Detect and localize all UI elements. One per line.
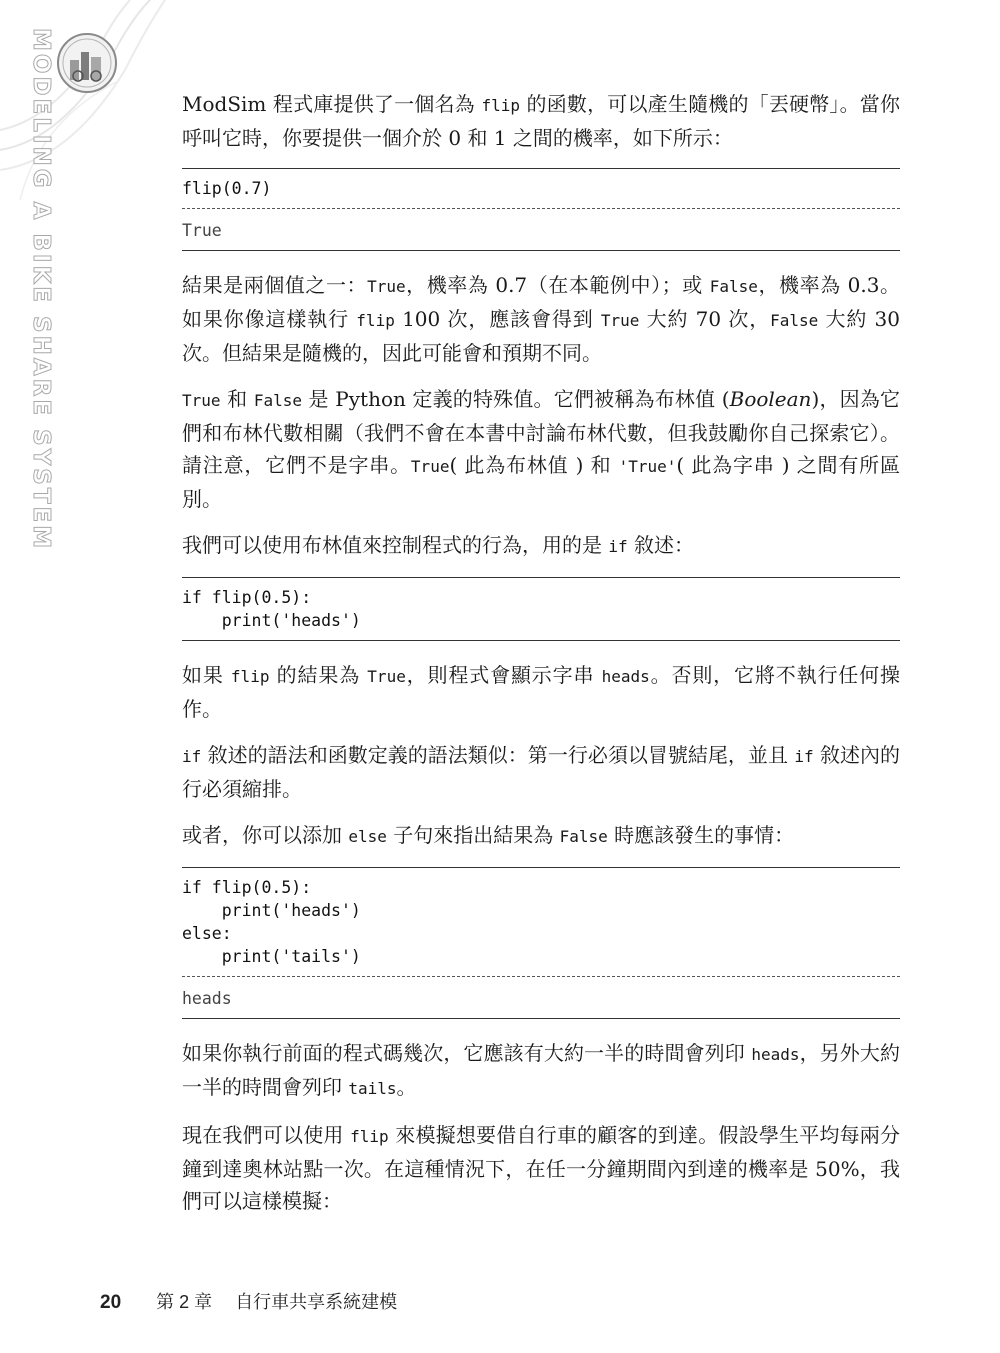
text-run: 敘述的語法和函數定義的語法類似：第一行必須以冒號結尾，並且 [201,743,795,767]
text-run: 大約 70 次， [639,307,771,331]
inline-code: tails [348,1079,397,1098]
text-run: 來模擬想要借自行車的顧客的到達。假設學生平均每兩分鐘到達奧林站點一次。在這種情況下，在任一分鐘期間內到達的機率是 50%，我們可以這樣模擬： [182,1123,901,1213]
text-run: 大約 30 次。但結果是隨機的，因此可能會和預期不同。 [182,307,901,365]
inline-code: True [600,311,640,330]
paragraph [182,659,900,725]
inline-code: True [410,457,450,476]
code-output: True [182,208,900,250]
code-block [182,577,900,641]
inline-code: heads [751,1045,800,1064]
inline-code: if [608,537,628,556]
paragraph [182,819,900,853]
inline-code: True [182,391,221,410]
text-run: 敘述內的行必須縮排。 [182,743,900,801]
text-run: )，因為它們和布林代數相關（我們不會在本書中討論布林代數，但我鼓勵你自己探索它）。請注意，它們不是字串。 [182,387,901,477]
paragraph [182,269,900,369]
code-block [182,168,900,251]
text-run: 如果你執行前面的程式碼幾次，它應該有大約一半的時間會列印 [182,1041,752,1065]
text-run: 。否則，它將不執行任何操作。 [182,663,901,721]
paragraph [182,529,900,563]
inline-code: False [770,311,819,330]
inline-code: True [367,667,406,686]
inline-code: flip [350,1127,389,1146]
text-run: 的結果為 [269,663,368,687]
paragraph [182,739,900,805]
text-run: ModSim 程式庫提供了一個名為 [182,92,482,116]
code-source: flip(0.7) [182,179,272,198]
code-block [182,867,900,1019]
main-content [182,88,900,1231]
inline-code: False [709,277,758,296]
inline-code: if [182,747,202,766]
text-run: ，機率為 0.7（在本範例中）；或 [405,273,710,297]
inline-code: True [367,277,406,296]
code-source: if flip(0.5): print('heads') else: print('tails') [182,878,361,966]
inline-code: if [794,747,814,766]
chapter-title: 自行車共享系統建模 [235,1292,398,1312]
page-number: 20 [100,1292,122,1313]
inline-code: else [348,827,387,846]
paragraph [182,88,900,154]
text-run: 現在我們可以使用 [182,1123,351,1147]
inline-code: False [559,827,608,846]
inline-code: False [253,391,302,410]
text-run: 子句來指出結果為 [386,823,560,847]
text-run: 和 [220,387,254,411]
text-run: ( 此為字串 ) 之間有所區別。 [182,453,900,511]
book-logo-icon [56,32,118,94]
text-run: 。 [396,1075,417,1099]
code-output: heads [182,976,900,1018]
inline-code: flip [481,96,520,115]
text-run: 敘述： [627,533,694,557]
inline-code: flip [356,311,395,330]
text-run: ，另外大約一半的時間會列印 [182,1041,901,1099]
text-run: 或者，你可以添加 [182,823,349,847]
text-run: ，機率為 0.3。如果你像這樣執行 [182,273,900,331]
inline-code: heads [601,667,650,686]
inline-code: 'True' [618,457,677,476]
text-run: 是 Python 定義的特殊值。它們被稱為布林值 ( [302,387,730,411]
text-run: 100 次，應該會得到 [394,307,601,331]
text-run: ( 此為布林值 ) 和 [449,453,619,477]
paragraph [182,1037,900,1105]
text-run: Boolean [729,387,812,411]
text-run: 結果是兩個值之一： [182,273,368,297]
paragraph [182,1119,900,1217]
text-run: 我們可以使用布林值來控制程式的行為，用的是 [182,533,609,557]
code-source: if flip(0.5): print('heads') [182,588,361,630]
text-run: ，則程式會顯示字串 [405,663,602,687]
side-running-title: MODELING A BIKE SHARE SYSTEM [28,28,54,552]
page-footer [100,1288,397,1314]
text-run: 如果 [182,663,231,687]
text-run: 的函數，可以產生隨機的「丟硬幣」。當你呼叫它時，你要提供一個介於 0 和 1 之間的機率，如下所示： [182,92,901,150]
chapter-label: 第 2 章 [156,1292,213,1312]
text-run: 時應該發生的事情： [607,823,795,847]
inline-code: flip [230,667,270,686]
paragraph [182,383,900,515]
